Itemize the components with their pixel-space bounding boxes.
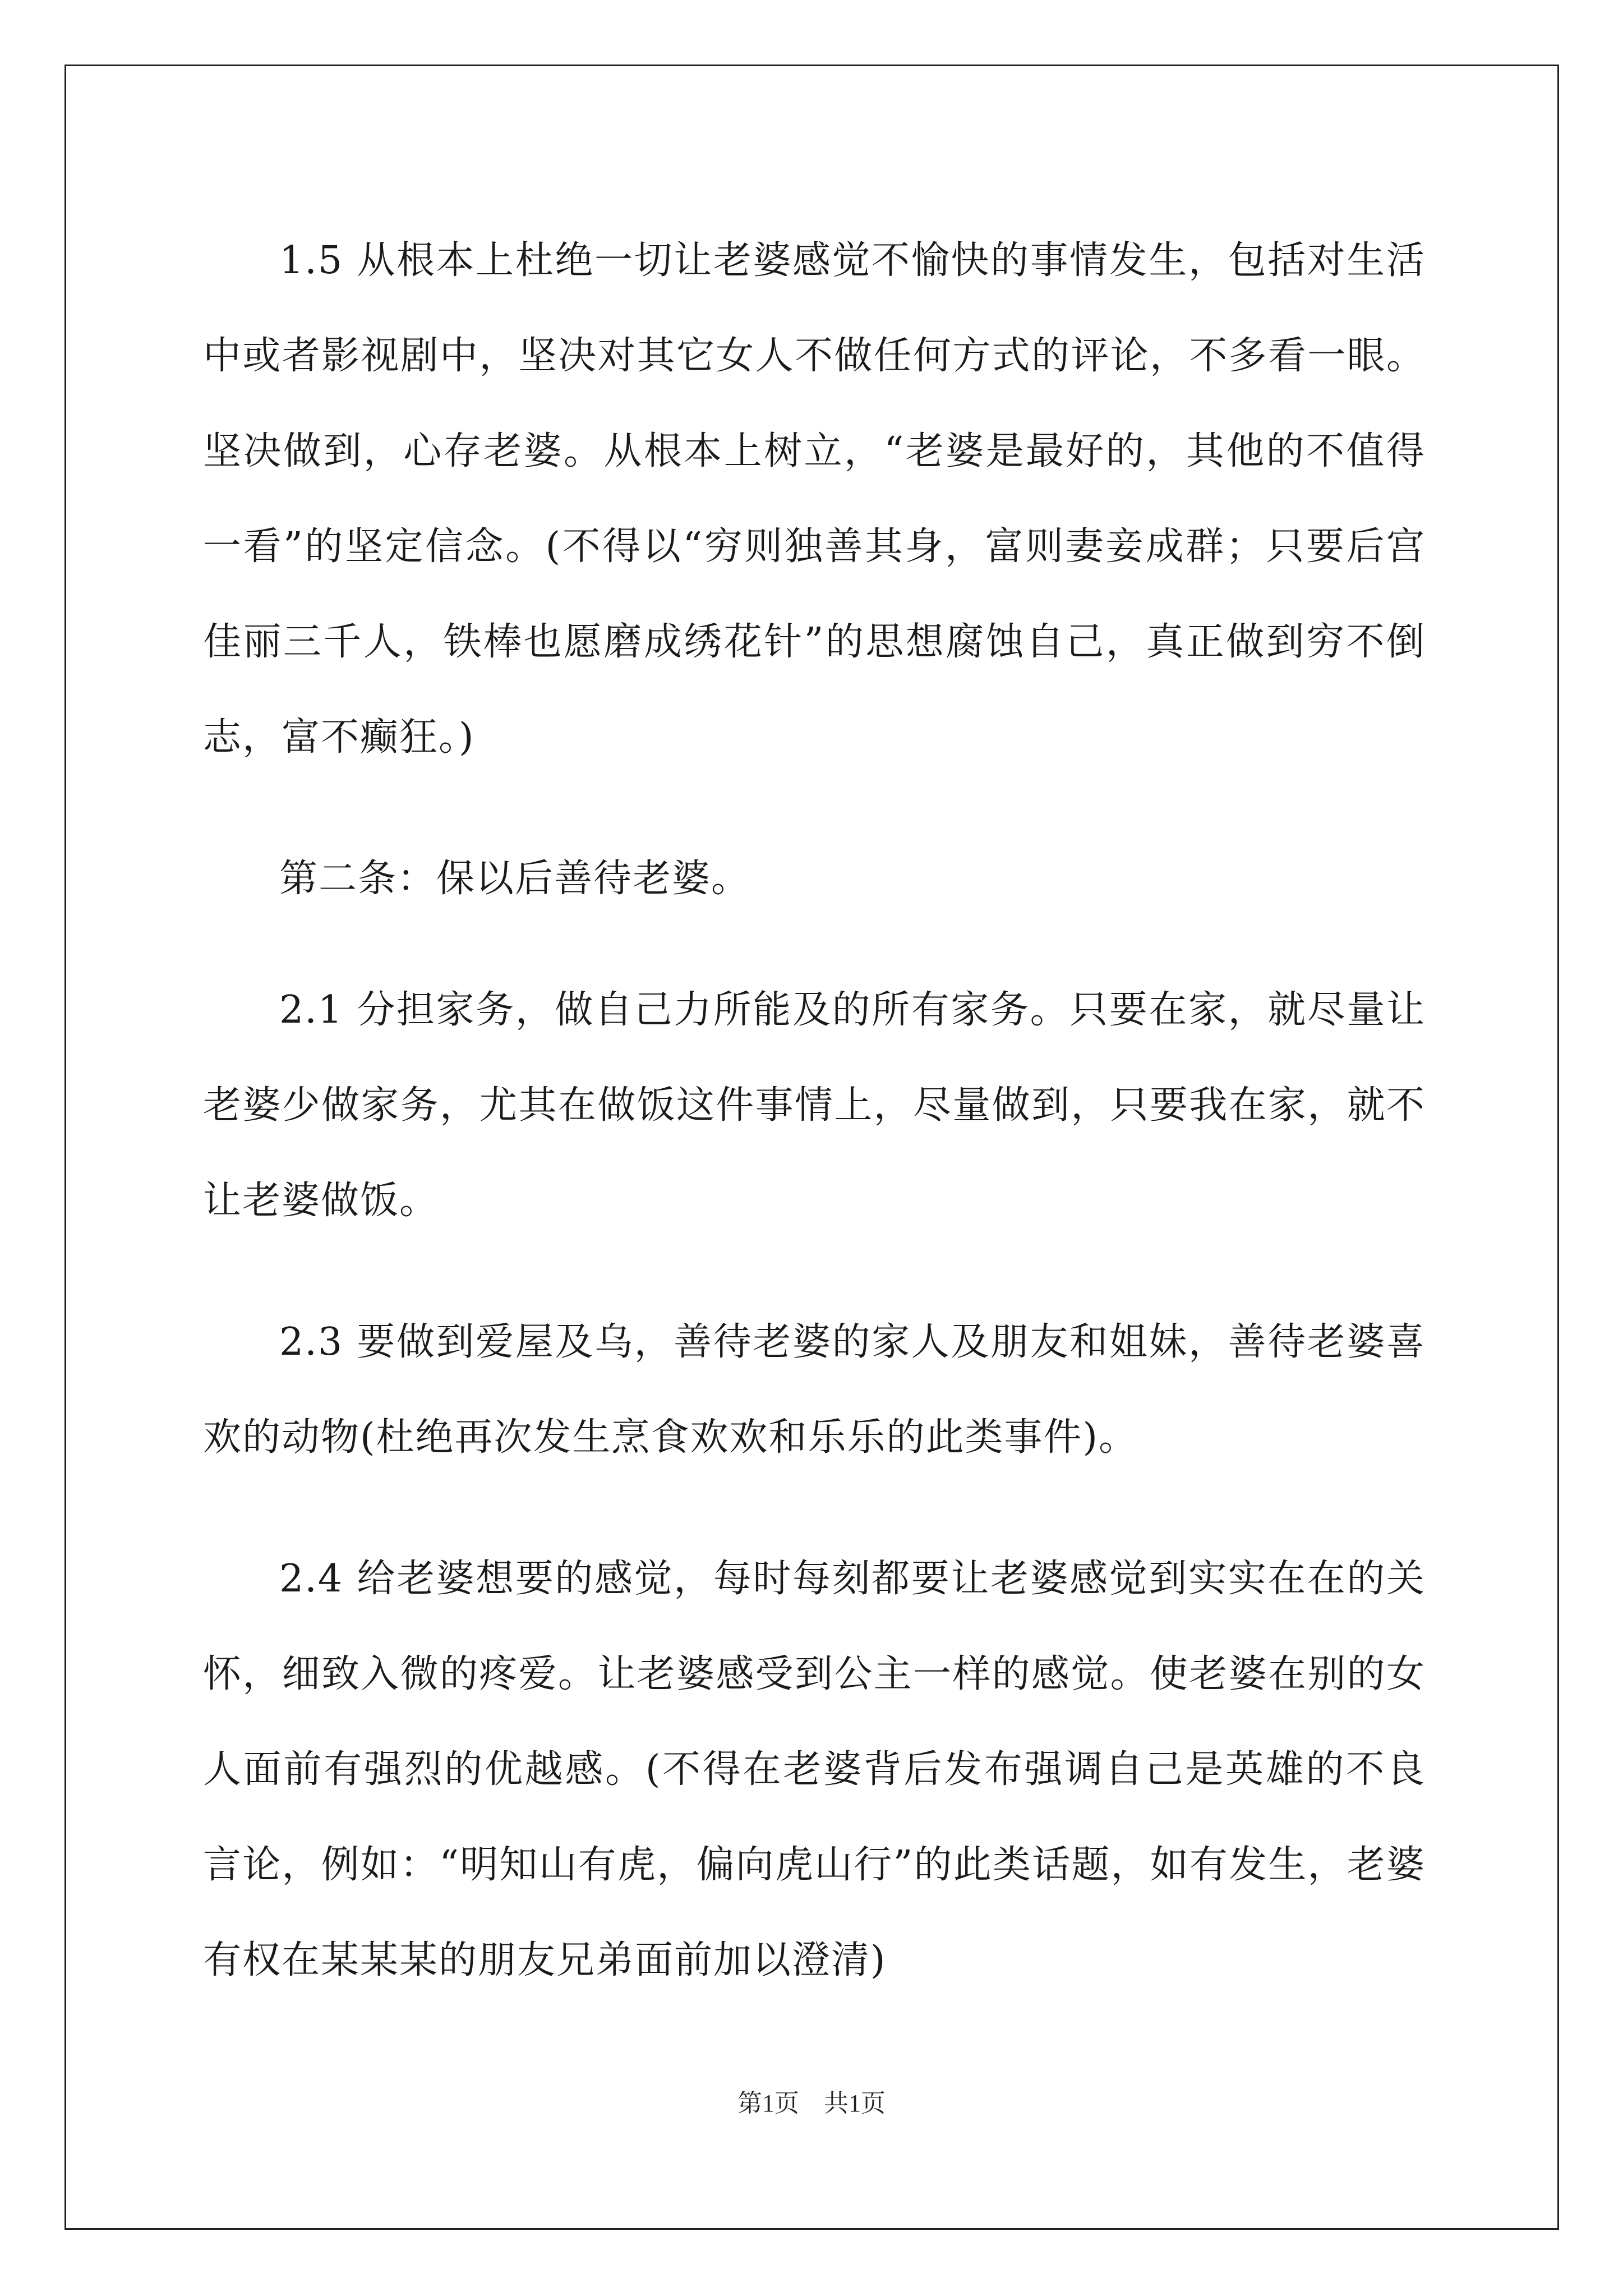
document-body bbox=[203, 213, 1426, 2054]
section-heading-2: 第二条：保以后善待老婆。 bbox=[279, 857, 751, 901]
paragraph-2-3: 2.3 要做到爱屋及乌，善待老婆的家人及朋友和姐妹，善待老婆喜欢的动物(杜绝再次发生烹食欢欢和乐乐的此类事件)。 bbox=[203, 1320, 1426, 1460]
paragraph-2-4: 2.4 给老婆想要的感觉，每时每刻都要让老婆感觉到实实在在的关怀，细致入微的疼爱。让老婆感受到公主一样的感觉。使老婆在别的女人面前有强烈的优越感。(不得在老婆背后发布强调自己是英雄的不良言论，例如：“明知山有虎，偏向虎山行”的此类话题，如有发生，老婆有权在某某某的朋友兄弟面前加以澄清) bbox=[203, 1557, 1426, 1982]
page-footer: 第1页 共1页 bbox=[737, 2090, 886, 2117]
paragraph-2-1: 2.1 分担家务，做自己力所能及的所有家务。只要在家，就尽量让老婆少做家务，尤其在做饭这件事情上，尽量做到，只要我在家，就不让老婆做饭。 bbox=[203, 988, 1426, 1223]
paragraph-1-5: 1.5 从根本上杜绝一切让老婆感觉不愉快的事情发生，包括对生活中或者影视剧中，坚决对其它女人不做任何方式的评论，不多看一眼。坚决做到，心存老婆。从根本上树立，“老婆是最好的，其他的不值得一看”的坚定信念。(不得以“穷则独善其身，富则妻妾成群；只要后宫佳丽三千人，铁棒也愿磨成绣花针”的思想腐蚀自己，真正做到穷不倒志，富不癫狂。) bbox=[203, 238, 1426, 760]
